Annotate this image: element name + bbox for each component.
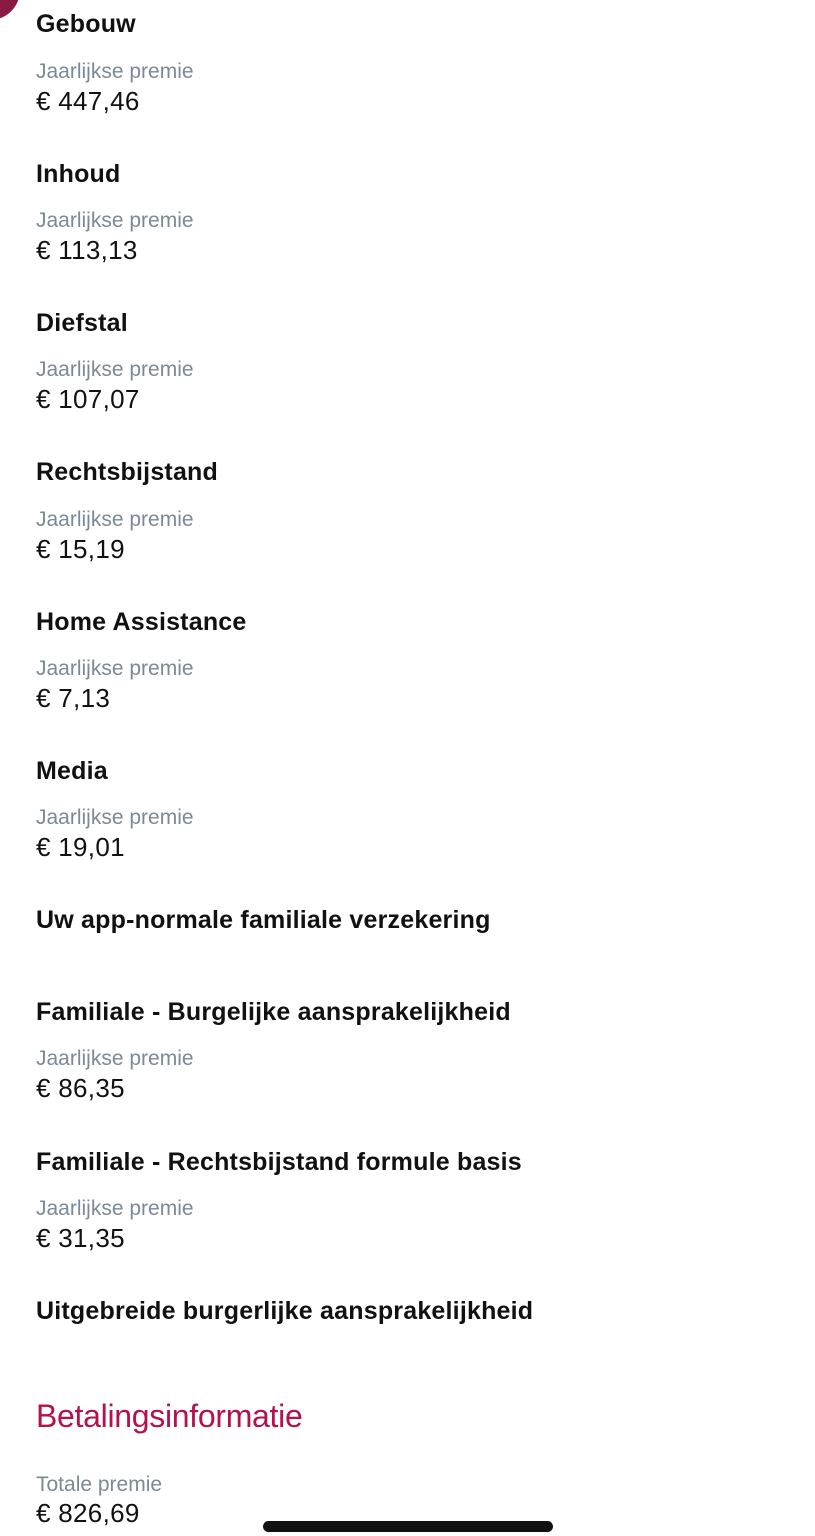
premium-value: € 107,07 xyxy=(36,384,140,414)
coverage-title-familiale-ba: Familiale - Burgelijke aansprakelijkheid xyxy=(36,998,511,1026)
premium-value: € 113,13 xyxy=(36,235,138,265)
family-insurance-header: Uw app-normale familiale verzekering xyxy=(36,906,491,934)
extended-liability-header: Uitgebreide burgerlijke aansprakelijkheid xyxy=(36,1297,534,1325)
total-premium-value: € 826,69 xyxy=(36,1498,140,1528)
coverage-title-diefstal: Diefstal xyxy=(36,309,128,337)
coverage-title-inhoud: Inhoud xyxy=(36,160,121,188)
premium-label: Jaarlijkse premie xyxy=(36,508,194,531)
premium-value: € 19,01 xyxy=(36,832,125,862)
coverage-title-familiale-rechtsbijstand: Familiale - Rechtsbijstand formule basis xyxy=(36,1148,522,1176)
coverage-title-media: Media xyxy=(36,757,108,785)
premium-value: € 86,35 xyxy=(36,1073,125,1103)
payment-section-title: Betalingsinformatie xyxy=(36,1398,303,1434)
premium-label: Jaarlijkse premie xyxy=(36,358,194,381)
premium-value: € 447,46 xyxy=(36,86,140,116)
premium-label: Jaarlijkse premie xyxy=(36,806,194,829)
coverage-title-gebouw: Gebouw xyxy=(36,10,136,38)
premium-label: Jaarlijkse premie xyxy=(36,60,194,83)
coverage-title-rechtsbijstand: Rechtsbijstand xyxy=(36,458,218,486)
premium-value: € 15,19 xyxy=(36,534,125,564)
header-corner-decoration xyxy=(0,0,30,30)
total-premium-label: Totale premie xyxy=(36,1473,163,1496)
premium-label: Jaarlijkse premie xyxy=(36,209,194,232)
premium-label: Jaarlijkse premie xyxy=(36,1047,194,1070)
coverage-title-home-assistance: Home Assistance xyxy=(36,608,247,636)
premium-label: Jaarlijkse premie xyxy=(36,1197,194,1220)
premium-value: € 31,35 xyxy=(36,1223,125,1253)
home-indicator[interactable] xyxy=(263,1521,553,1532)
premium-label: Jaarlijkse premie xyxy=(36,657,194,680)
premium-value: € 7,13 xyxy=(36,683,111,713)
